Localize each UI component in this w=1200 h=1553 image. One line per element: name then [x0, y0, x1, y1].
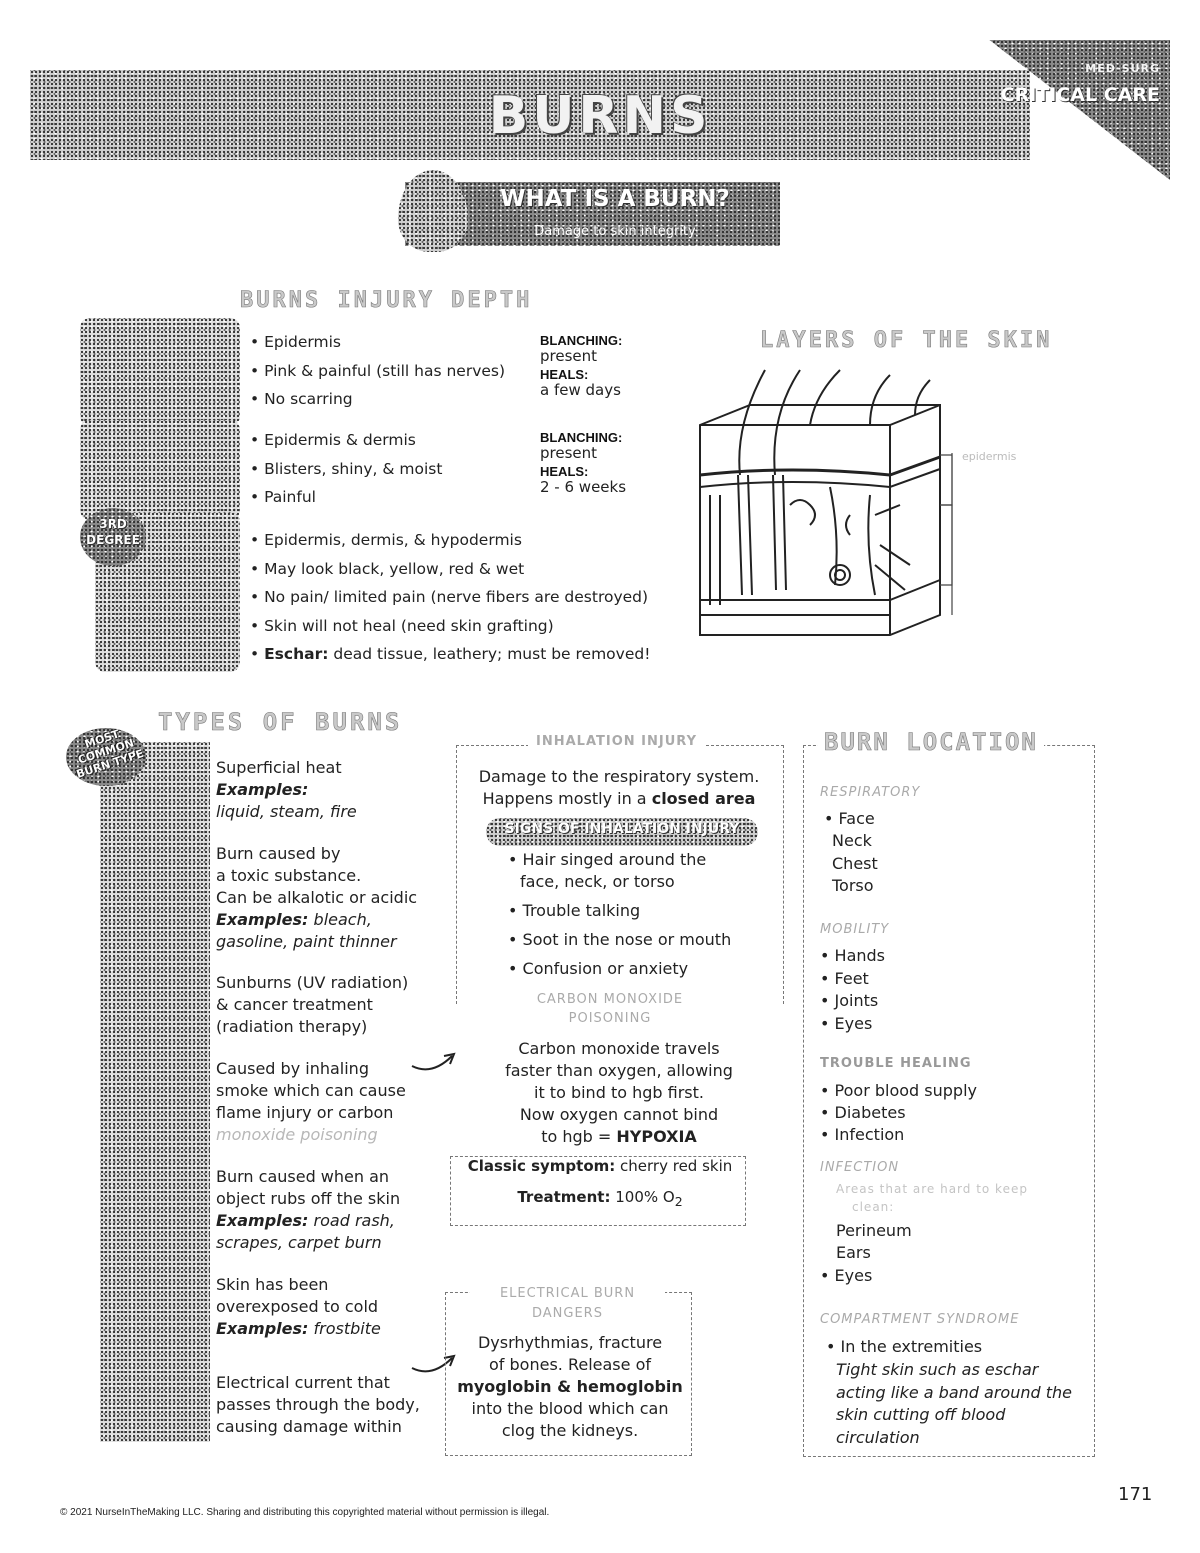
page-number: 171 — [1118, 1484, 1153, 1505]
list-item: • Face — [824, 809, 875, 828]
infection-label: INFECTION — [820, 1160, 900, 1175]
compartment-text: Tight skin such as eschar acting like a band around the skin cutting off blood circulation — [836, 1360, 1072, 1447]
burn-location-title: BURN LOCATION — [818, 728, 1044, 756]
chemical-burn-desc: Burn caused by a toxic substance. Can be alkalotic or acidic Examples: bleach, gasoline, paint thinner — [216, 844, 418, 951]
page-title: BURNS — [488, 86, 712, 146]
compartment-label: COMPARTMENT SYNDROME — [820, 1312, 1020, 1327]
blanching-label: BLANCHING: — [540, 333, 623, 348]
list-item: Neck — [832, 831, 872, 850]
list-item: • Trouble talking — [508, 901, 641, 920]
inhalation-intro: Damage to the respiratory system. Happens mostly in a closed area — [478, 767, 760, 808]
list-item: • Infection — [820, 1125, 905, 1144]
list-item: • Joints — [820, 991, 879, 1010]
cold-burn-desc: Skin has been overexposed to cold Examples: frostbite — [216, 1275, 381, 1338]
types-heading: TYPES OF BURNS — [158, 708, 403, 736]
injury-depth-heading: BURNS INJURY DEPTH — [240, 288, 533, 313]
list-item: • Eschar: dead tissue, leathery; must be removed! — [250, 645, 651, 663]
list-item: • Hair singed around the — [508, 850, 707, 869]
skin-layers-heading: LAYERS OF THE SKIN — [760, 328, 1053, 353]
electrical-dangers-text: Dysrhythmias, fracture of bones. Release of myoglobin & hemoglobin into the blood which can clog the kidneys. — [457, 1333, 683, 1440]
first-degree-badge — [80, 318, 240, 426]
radiation-burn-desc: Sunburns (UV radiation) & cancer treatment (radiation therapy) — [216, 973, 409, 1036]
trouble-healing-label: TROUBLE HEALING — [820, 1056, 972, 1071]
types-side-bar — [100, 742, 210, 1442]
most-common-label: MOST COMMON BURN TYPE — [74, 727, 146, 781]
skin-layers-diagram — [690, 365, 1050, 645]
list-item: • Eyes — [820, 1014, 873, 1033]
list-item: • Epidermis, dermis, & hypodermis — [250, 531, 522, 549]
list-item: • No scarring — [250, 390, 353, 408]
friction-burn-desc: Burn caused when an object rubs off the skin Examples: road rash, scrapes, carpet burn — [216, 1167, 401, 1252]
second-degree-stats — [540, 430, 626, 496]
inhalation-injury-label: INHALATION INJURY — [528, 734, 705, 749]
list-item: Perineum — [836, 1221, 912, 1240]
infection-note: Areas that are hard to keep — [836, 1182, 1028, 1196]
electrical-dangers-label: ELECTRICAL BURN DANGERS — [470, 1284, 665, 1324]
second-degree-details — [250, 426, 442, 512]
second-degree-badge — [80, 420, 240, 520]
mobility-label: MOBILITY — [820, 922, 890, 937]
list-item: • May look black, yellow, red & wet — [250, 559, 525, 578]
third-degree-label: 3RD DEGREE — [86, 517, 140, 547]
inhalation-burn-desc: Caused by inhaling smoke which can cause flame injury or carbon monoxide poisoning — [216, 1059, 406, 1144]
first-degree-stats — [540, 333, 622, 399]
respiratory-label: RESPIRATORY — [820, 785, 921, 800]
what-is-burn-title: WHAT IS A BURN? — [500, 186, 730, 212]
course-subtitle: MED-SURG — [1085, 62, 1160, 75]
heals-label: HEALS: — [540, 464, 589, 479]
co-poisoning-label: CARBON MONOXIDE POISONING — [536, 992, 684, 1026]
list-item: • Poor blood supply — [820, 1081, 977, 1100]
epidermis-label: epidermis — [962, 450, 1017, 463]
infection-note: clean: — [852, 1200, 895, 1214]
blanching-value: present — [540, 444, 598, 462]
list-item: • Pink & painful (still has nerves) — [250, 361, 506, 380]
list-item: • Confusion or anxiety — [508, 959, 689, 978]
signs-label: SIGNS OF INHALATION INJURY — [504, 821, 740, 837]
course-name: CRITICAL CARE — [1000, 84, 1160, 106]
list-item: • Diabetes — [820, 1103, 906, 1122]
list-item: • Blisters, shiny, & moist — [250, 459, 443, 478]
blanching-label: BLANCHING: — [540, 430, 623, 445]
arrow-icon — [408, 1048, 460, 1076]
electrical-burn-desc: Electrical current that passes through the body, causing damage within — [216, 1373, 420, 1436]
list-item: • Epidermis — [250, 333, 341, 351]
co-poisoning-text: Carbon monoxide travels faster than oxygen, allowing it to bind to hgb first. Now oxygen cannot bind to hgb = HYPOXIA — [505, 1039, 733, 1146]
thermal-burn-desc: Superficial heat Examples: liquid, steam, fire — [216, 758, 357, 821]
heals-label: HEALS: — [540, 367, 589, 382]
list-item: Torso — [832, 876, 874, 895]
heals-value: a few days — [540, 381, 621, 399]
list-item: Chest — [832, 854, 878, 873]
list-item: • Hands — [820, 946, 885, 965]
list-item: • Epidermis & dermis — [250, 431, 416, 449]
list-item: • Painful — [250, 488, 316, 506]
list-item: • Feet — [820, 969, 869, 988]
classic-symptom: Classic symptom: cherry red skin — [467, 1157, 733, 1175]
copyright-notice: © 2021 NurseInTheMaking LLC. Sharing and distributing this copyrighted material without permission is illegal. — [60, 1507, 550, 1518]
list-item: • Skin will not heal (need skin grafting) — [250, 616, 554, 635]
list-item: Ears — [836, 1243, 871, 1262]
what-is-burn-subtitle: Damage to skin integrity — [534, 224, 696, 239]
list-item: • In the extremities — [826, 1337, 983, 1356]
third-degree-details — [250, 526, 650, 669]
treatment: Treatment: 100% $O_2$ — [517, 1188, 683, 1209]
list-item: • Soot in the nose or mouth — [508, 930, 732, 949]
list-item: face, neck, or torso — [520, 872, 675, 891]
list-item: • No pain/ limited pain (nerve fibers are destroyed) — [250, 588, 649, 606]
first-degree-details — [250, 328, 505, 414]
list-item: • Eyes — [820, 1266, 873, 1285]
heals-value: 2 - 6 weeks — [540, 478, 627, 496]
blanching-value: present — [540, 347, 598, 365]
